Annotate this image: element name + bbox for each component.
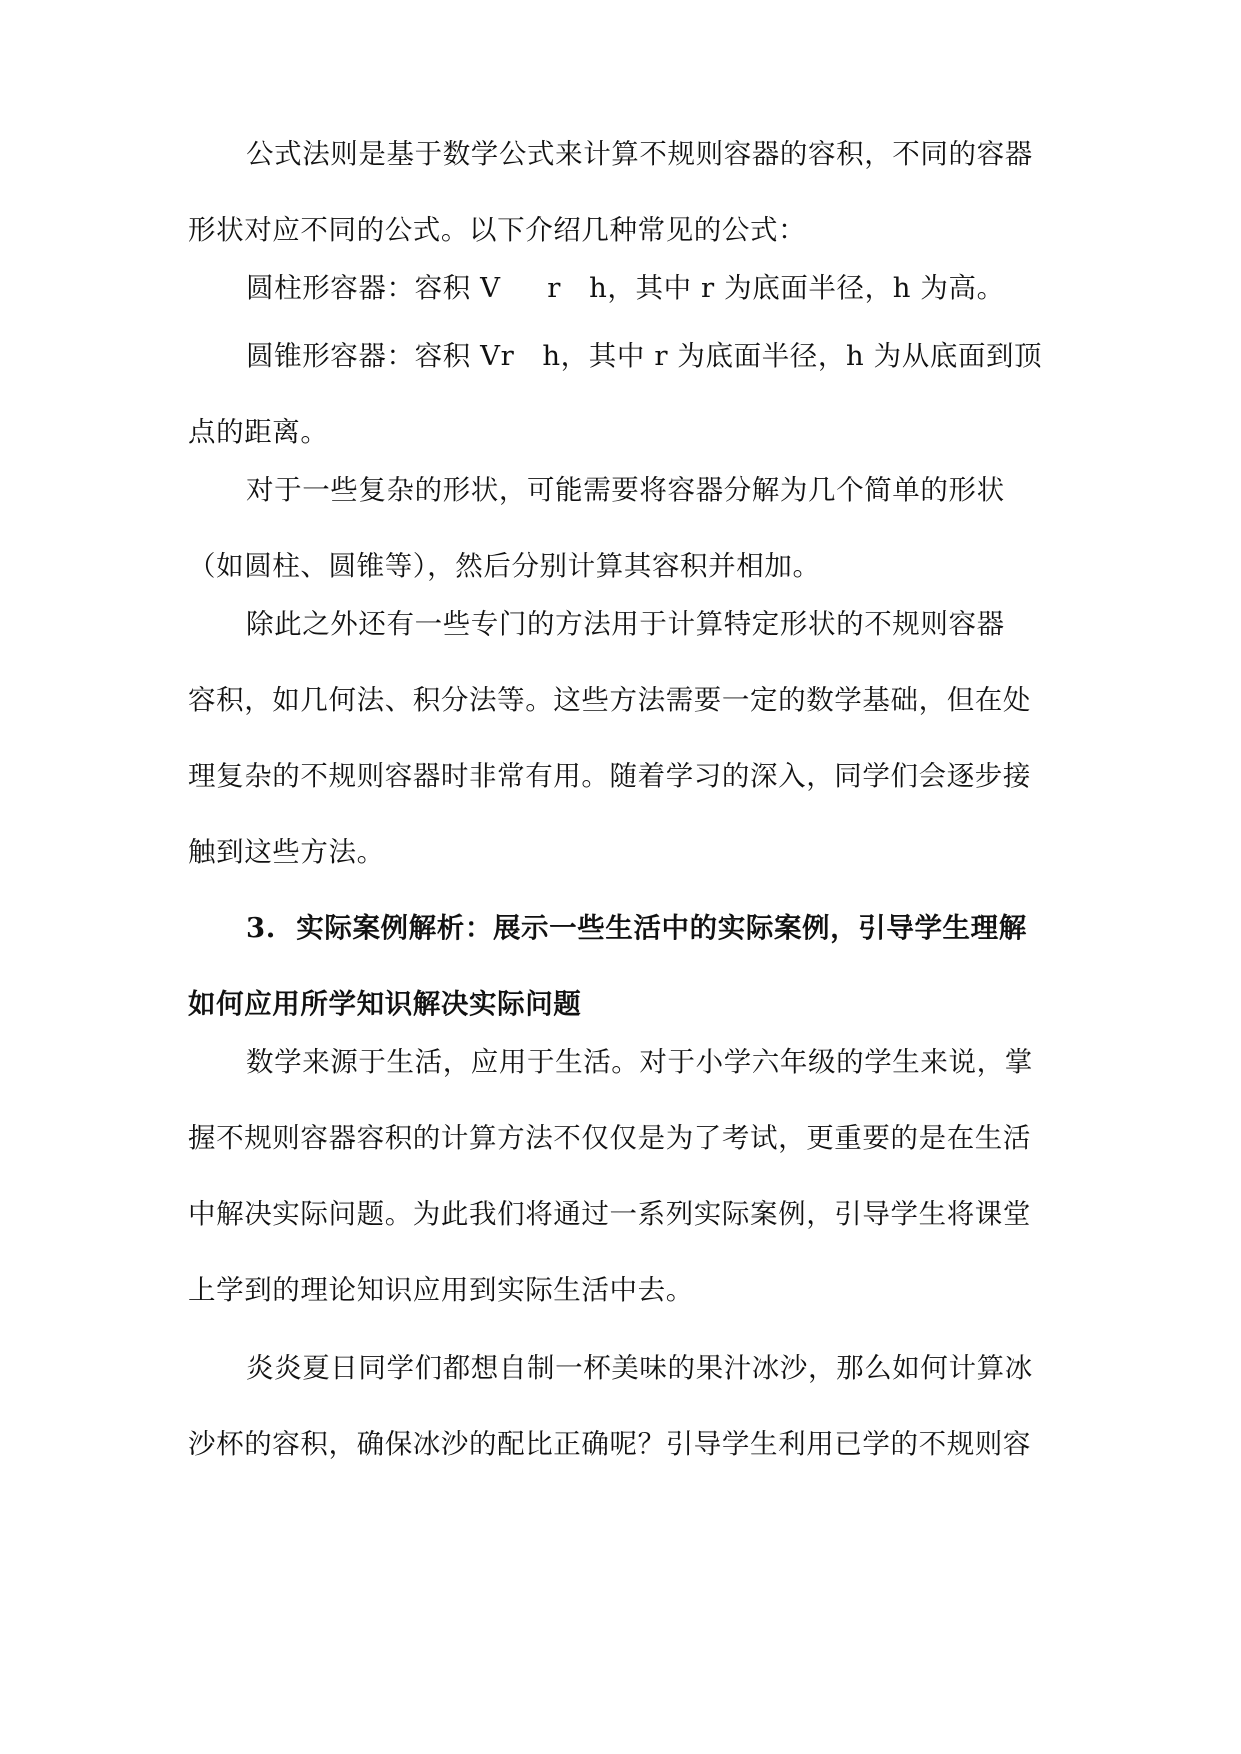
text-line: 点的距离。 xyxy=(188,416,329,448)
text-line: 公式法则是基于数学公式来计算不规则容器的容积，不同的容器 xyxy=(246,138,1033,170)
text-line: 上学到的理论知识应用到实际生活中去。 xyxy=(188,1274,694,1306)
text-line: 对于一些复杂的形状，可能需要将容器分解为几个简单的形状 xyxy=(246,474,1005,506)
paragraph-cylinder-formula xyxy=(188,250,1058,326)
text-line: （如圆柱、圆锥等），然后分别计算其容积并相加。 xyxy=(188,550,821,582)
text-line: 中解决实际问题。为此我们将通过一系列实际案例，引导学生将课堂 xyxy=(188,1198,1031,1230)
heading-line: 3. 实际案例解析：展示一些生活中的实际案例，引导学生理解 xyxy=(246,912,1027,944)
text-line: 握不规则容器容积的计算方法不仅仅是为了考试，更重要的是在生活 xyxy=(188,1122,1031,1154)
text-line: 理复杂的不规则容器时非常有用。随着学习的深入，同学们会逐步接 xyxy=(188,760,1031,792)
text-line: 炎炎夏日同学们都想自制一杯美味的果汁冰沙，那么如何计算冰 xyxy=(246,1352,1033,1384)
text-line: 沙杯的容积，确保冰沙的配比正确呢？引导学生利用已学的不规则容 xyxy=(188,1428,1031,1460)
text-line: 触到这些方法。 xyxy=(188,836,385,868)
section-heading xyxy=(188,890,1058,1042)
paragraph-cone-formula xyxy=(188,318,1058,470)
paragraph-formula-rules xyxy=(188,116,1058,268)
text-line: 除此之外还有一些专门的方法用于计算特定形状的不规则容器 xyxy=(246,608,1005,640)
heading-line: 如何应用所学知识解决实际问题 xyxy=(188,988,582,1020)
paragraph-complex-shapes xyxy=(188,452,1058,604)
paragraph-smoothie-example xyxy=(188,1330,1058,1482)
text-line: 数学来源于生活，应用于生活。对于小学六年级的学生来说，掌 xyxy=(246,1046,1033,1078)
text-line: 形状对应不同的公式。以下介绍几种常见的公式： xyxy=(188,214,807,246)
text-line: 圆锥形容器：容积 Vr h，其中 r 为底面半径，h 为从底面到顶 xyxy=(246,340,1043,372)
paragraph-math-from-life xyxy=(188,1024,1058,1328)
text-line: 容积，如几何法、积分法等。这些方法需要一定的数学基础，但在处 xyxy=(188,684,1031,716)
text-line: 圆柱形容器：容积 V r h，其中 r 为底面半径，h 为高。 xyxy=(246,272,1005,304)
paragraph-special-methods xyxy=(188,586,1058,890)
